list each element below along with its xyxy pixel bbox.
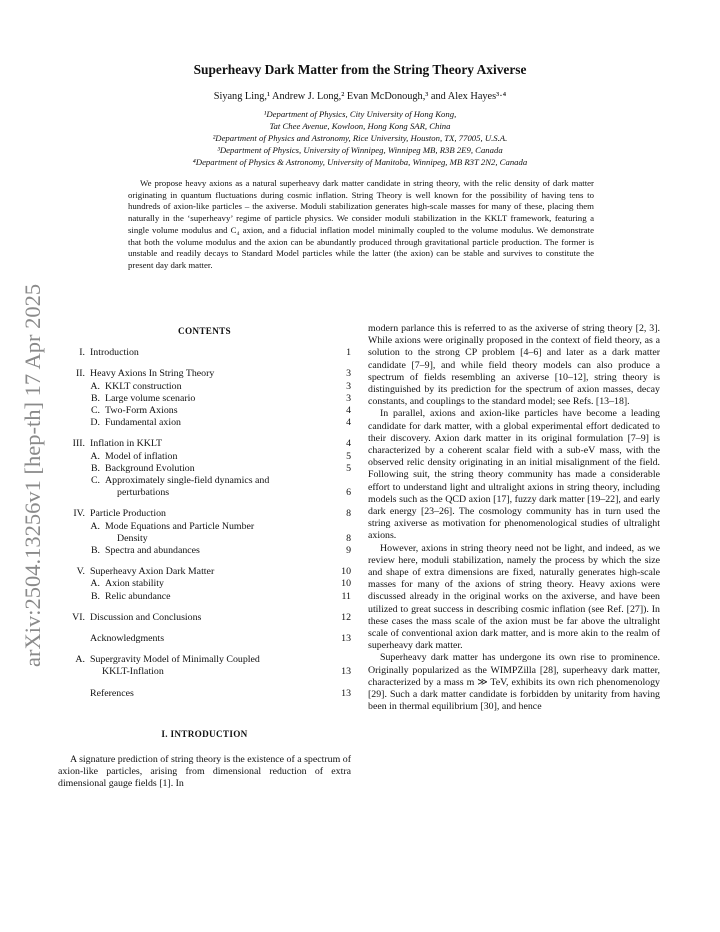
toc-subsection-letter: B. xyxy=(90,392,100,404)
toc-section-number: A. xyxy=(75,654,85,666)
toc-page-number: 8 xyxy=(346,532,351,544)
toc-page-number: 13 xyxy=(341,633,351,645)
toc-subentry xyxy=(58,545,351,557)
toc-page-number: 4 xyxy=(346,438,351,450)
toc-section-title-text: Heavy Axions In String Theory xyxy=(90,368,215,380)
toc-section-title-text: References xyxy=(90,687,134,699)
toc-page-number: 8 xyxy=(346,508,351,520)
toc-section-title xyxy=(85,508,311,520)
toc-subsection-title xyxy=(100,405,311,417)
toc-section-title-text: Discussion and Conclusions xyxy=(90,611,202,623)
toc-section-title xyxy=(85,654,311,678)
toc-subsection-title-text: Axion stability xyxy=(105,578,164,590)
toc-subsection-title-text: Fundamental axion xyxy=(105,417,181,429)
toc-subsection-title-text: Large volume scenario xyxy=(105,392,196,404)
toc-section-title xyxy=(85,633,311,645)
toc-entry xyxy=(58,566,351,578)
toc-subsection-title-text: Two-Form Axions xyxy=(105,405,178,417)
right-column xyxy=(368,323,660,714)
toc-subsection-letter: B. xyxy=(90,590,100,602)
toc-subsection-letter: D. xyxy=(90,417,100,429)
toc-subentry xyxy=(58,521,351,545)
toc-subsection-title-text: KKLT construction xyxy=(105,380,182,392)
toc-section-number xyxy=(58,688,85,700)
body-paragraph: modern parlance this is referred to as the axiverse of string theory [2, 3]. While axions were originally proposed in the context of field theory, as a solution to the strong CP problem [4–6] and later as a dark matter candidate [7–9], and while field theory models can also produce a spectrum of fields resembling an axiverse [10–12], string theory is distinguished by its prediction for the spectrum of axion masses, decay constants, and couplings to the standard model; see Refs. [13–18]. xyxy=(368,323,660,408)
toc-page-number: 1 xyxy=(346,347,351,359)
toc-section-title xyxy=(85,612,311,624)
toc-section-number: IV. xyxy=(73,508,85,520)
toc-subentry xyxy=(58,393,351,405)
toc-subsection-letter: C. xyxy=(90,405,100,417)
toc-subentry xyxy=(58,405,351,417)
arxiv-identifier-stamp xyxy=(10,255,50,675)
toc-entry xyxy=(58,508,351,520)
toc-subsection-title xyxy=(100,578,311,590)
toc-section-number: II. xyxy=(75,368,85,380)
toc-section-title-text: Superheavy Axion Dark Matter xyxy=(90,566,215,578)
toc-subsection-title-text: Spectra and abundances xyxy=(105,545,200,557)
toc-page-number: 4 xyxy=(346,405,351,417)
toc-page-number: 3 xyxy=(346,392,351,404)
toc-page-number: 11 xyxy=(341,590,351,602)
toc-entry xyxy=(58,347,351,359)
toc-page-number: 6 xyxy=(346,487,351,499)
toc-subsection-letter: A. xyxy=(90,380,100,392)
abstract xyxy=(128,178,594,272)
toc-subsection-title xyxy=(100,451,311,463)
toc-section-title-text: Introduction xyxy=(90,347,139,359)
toc-section-title xyxy=(85,566,311,578)
toc-subsection-title xyxy=(100,463,311,475)
toc-subsection-title-text: Relic abundance xyxy=(105,590,171,602)
toc-entry xyxy=(58,633,351,645)
toc-page-number: 10 xyxy=(341,566,351,578)
toc-section-title xyxy=(85,688,311,700)
toc-section-title-text: Particle Production xyxy=(90,508,166,520)
toc-subentry xyxy=(58,475,351,499)
toc-section-number xyxy=(58,633,85,645)
toc-page-number: 9 xyxy=(346,545,351,557)
affiliation-line: ²Department of Physics and Astronomy, Rice University, Houston, TX, 77005, U.S.A. xyxy=(212,133,508,143)
toc-subsection-title-cont: Density xyxy=(117,532,148,544)
toc-subentry xyxy=(58,591,351,603)
toc-subsection-letter: A. xyxy=(90,520,100,532)
toc-subentry xyxy=(58,451,351,463)
left-column xyxy=(58,323,351,791)
toc-section-title-text: Acknowledgments xyxy=(90,633,165,645)
toc-section-title-cont: KKLT-Inflation xyxy=(102,666,164,678)
body-paragraph: Superheavy dark matter has undergone its own rise to prominence. Originally popularized as the WIMPZilla [28], superheavy dark matter, characterized by a mass m ≫ TeV, exhibits its own rich phenomenology [29]. Such a dark matter candidate is forbidden by unitarity from having been in thermal equilibrium [30], and hence xyxy=(368,652,660,713)
toc-page-number: 3 xyxy=(346,368,351,380)
toc-subsection-title xyxy=(100,591,311,603)
toc-subsection-title xyxy=(100,417,311,429)
affiliation-line: Tat Chee Avenue, Kowloon, Hong Kong SAR, China xyxy=(269,121,451,131)
affiliation-line: ¹Department of Physics, City University of Hong Kong, xyxy=(263,109,457,119)
toc-section-title xyxy=(85,438,311,450)
toc-page-number: 4 xyxy=(346,417,351,429)
toc-subsection-title-text: Mode Equations and Particle Number xyxy=(105,520,255,532)
author-list: Siyang Ling,¹ Andrew J. Long,² Evan McDonough,³ and Alex Hayes³·⁴ xyxy=(213,91,507,102)
arxiv-stamp-text: arXiv:2504.13256v1 [hep-th] 17 Apr 2025 xyxy=(20,283,45,667)
toc-subentry xyxy=(58,578,351,590)
paper-title: Superheavy Dark Matter from the String Theory Axiverse xyxy=(193,62,527,77)
toc-page-number: 12 xyxy=(341,611,351,623)
toc-entry xyxy=(58,654,351,678)
toc-subsection-title xyxy=(100,475,311,499)
toc-entry xyxy=(58,612,351,624)
toc-subsection-title-cont: perturbations xyxy=(117,487,170,499)
toc-subsection-letter: B. xyxy=(90,462,100,474)
toc-page-number: 5 xyxy=(346,462,351,474)
toc-section-number: VI. xyxy=(72,611,85,623)
toc-subsection-letter: B. xyxy=(90,545,100,557)
toc-page-number: 5 xyxy=(346,450,351,462)
body-paragraph: However, axions in string theory need not be light, and indeed, as we review here, moduli stabilization, namely the process by which the size and shape of extra dimensions are fixed, naturally generates high-scale masses for many of the axions of string theory. Heavy axions were discussed already in the original works on the axiverse, and have been utilized to great success in describing cosmic inflation (see Ref. [27]). In these cases the mass scale of the axion must be far above the ultralight scale of conventional axion dark matter, and is more akin to the realm of superheavy dark matter. xyxy=(368,542,660,652)
toc-section-title-text: Supergravity Model of Minimally Coupled xyxy=(90,654,260,666)
toc-subentry xyxy=(58,463,351,475)
toc-entry xyxy=(58,368,351,380)
toc-subsection-title xyxy=(100,393,311,405)
abstract-text: We propose heavy axions as a natural superheavy dark matter candidate in string theory, with the relic density of dark matter originating in quantum fluctuations during cosmic inflation. String Theory is well known for the possibility of having tens to hundreds of axion-like particles – the axiverse. Moduli stabilization generates high-scale masses for many of these, placing them naturally in the ‘superheavy’ regime of particle physics. We consider moduli stabilization in the KKLT framework, featuring a single volume modulus and C₄ axion, and a fiducial inflation model minimally coupled to the volume modulus. We demonstrate that both the volume modulus and the axion can be abundantly produced through gravitational particle production. The former is unstable and readily decays to Standard Model particles while the latter (the axion) can be stable and survives to constitute the present day dark matter. xyxy=(128,178,594,270)
toc-section-number: I. xyxy=(79,347,85,359)
body-paragraph: In parallel, axions and axion-like particles have become a leading candidate for dark matter, with a global experimental effort dedicated to their discovery. Axion dark matter in its original formulation [7–9] is characterized by a coherent scalar field with a sub-eV mass, with the observed relic density originating in an initial misalignment of the field. Following suit, the string theory community has made a considerable effort to understand light and ultralight axions in string theory, including models such as the QCD axion [17], fuzzy dark matter [19–22], and early dark energy [23–26]. The cosmology community has in turn used the string axiverse as motivation for phenomenological studies of ultralight axions. xyxy=(368,408,660,542)
toc-subentry xyxy=(58,381,351,393)
toc-subsection-letter: A. xyxy=(90,450,100,462)
toc-section-number: V. xyxy=(76,566,85,578)
affiliation-line: ⁴Department of Physics & Astronomy, University of Manitoba, Winnipeg, MB R3T 2N2, Canada xyxy=(192,157,528,167)
toc-page-number: 13 xyxy=(341,666,351,678)
toc-section-title xyxy=(85,368,311,380)
table-of-contents xyxy=(58,347,351,700)
toc-subsection-title-text: Background Evolution xyxy=(105,462,195,474)
toc-page-number: 13 xyxy=(341,687,351,699)
toc-page-number: 3 xyxy=(346,380,351,392)
toc-subsection-title xyxy=(100,381,311,393)
toc-section-title xyxy=(85,347,311,359)
introduction-paragraph: A signature prediction of string theory is the existence of a spectrum of axion-like particles, arising from dimensional reduction of extra dimensional gauge fields [1]. In xyxy=(58,754,351,790)
toc-subentry xyxy=(58,417,351,429)
contents-heading: CONTENTS xyxy=(178,326,231,336)
toc-section-title-text: Inflation in KKLT xyxy=(90,438,163,450)
toc-page-number: 10 xyxy=(341,578,351,590)
affiliation-line: ³Department of Physics, University of Winnipeg, Winnipeg MB, R3B 2E9, Canada xyxy=(217,145,503,155)
toc-entry xyxy=(58,688,351,700)
toc-subsection-title-text: Model of inflation xyxy=(105,450,178,462)
toc-subsection-letter: C. xyxy=(90,475,100,487)
toc-subsection-title xyxy=(100,545,311,557)
toc-subsection-letter: A. xyxy=(90,578,100,590)
introduction-heading: I. INTRODUCTION xyxy=(161,728,248,739)
toc-section-number: III. xyxy=(72,438,85,450)
affiliations xyxy=(80,108,640,168)
toc-subsection-title-text: Approximately single-field dynamics and xyxy=(105,475,270,487)
toc-entry xyxy=(58,438,351,450)
toc-subsection-title xyxy=(100,521,311,545)
